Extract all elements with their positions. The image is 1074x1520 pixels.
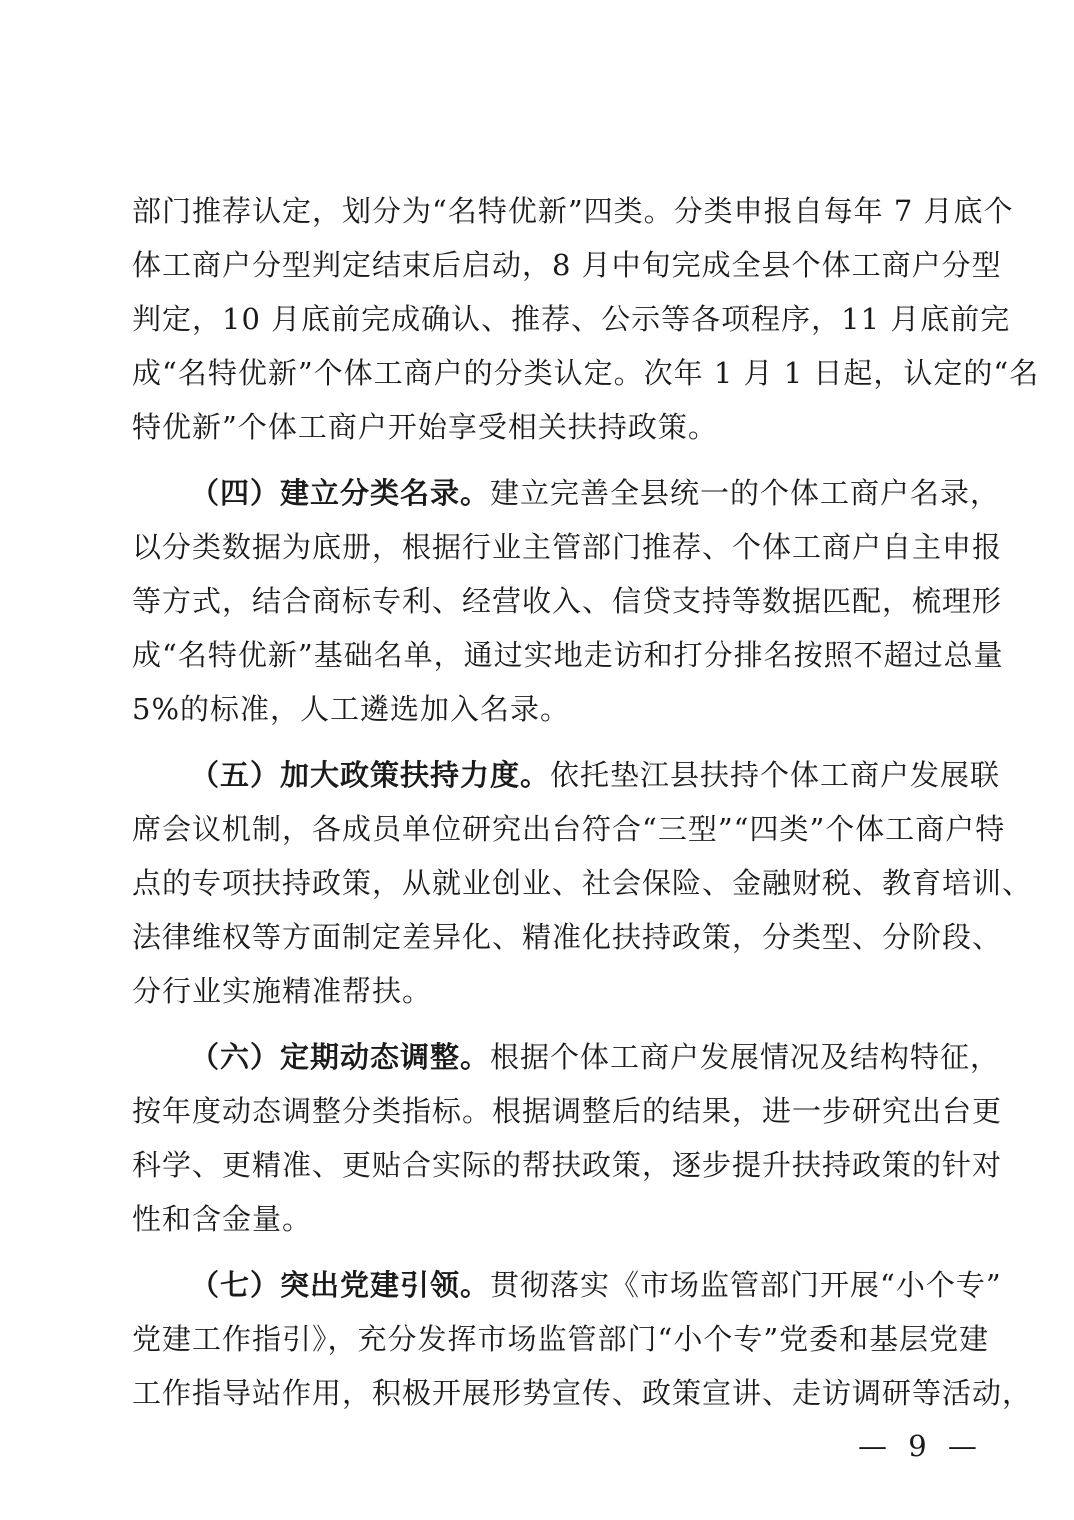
text-line: [132, 748, 1001, 802]
text-line: 以分类数据为底册，根据行业主管部门推荐、个体工商户自主申报: [132, 530, 1003, 564]
text-line: 等方式，结合商标专利、经营收入、信贷支持等数据匹配，梳理形: [132, 584, 1003, 618]
section-heading: （七）突出党建引领。: [190, 1268, 491, 1302]
text-line: 党建工作指引》，充分发挥市场监管部门“小个专”党委和基层党建: [132, 1322, 990, 1356]
text-line: 点的专项扶持政策，从就业创业、社会保险、金融财税、教育培训、: [132, 866, 1033, 900]
text-line: 成“名特优新”基础名单，通过实地走访和打分排名按照不超过总量: [132, 638, 1004, 672]
section-heading: （五）加大政策扶持力度。: [190, 758, 551, 792]
text-span: 依托垫江县扶持个体工商户发展联: [550, 758, 1001, 792]
text-span: 贯彻落实《市场监管部门开展“小个专”: [490, 1268, 1002, 1302]
body-text: [132, 184, 1040, 1420]
text-span: 根据个体工商户发展情况及结构特征，: [490, 1040, 1001, 1074]
text-line: 特优新”个体工商户开始享受相关扶持政策。: [132, 410, 718, 444]
page-number: — 9 —: [858, 1429, 983, 1463]
section-heading: （四）建立分类名录。: [190, 476, 491, 510]
text-line: 分行业实施精准帮扶。: [132, 974, 433, 1008]
section-heading: （六）定期动态调整。: [190, 1040, 491, 1074]
text-line: [132, 1030, 1001, 1084]
text-line: [132, 1258, 1002, 1312]
text-line: 体工商户分型判定结束后启动，8 月中旬完成全县个体工商户分型: [132, 248, 1002, 282]
text-line: 法律维权等方面制定差异化、精准化扶持政策，分类型、分阶段、: [132, 920, 1003, 954]
text-line: 性和含金量。: [132, 1202, 313, 1236]
text-line: [132, 466, 1001, 520]
text-line: 5%的标准，人工遴选加入名录。: [132, 692, 571, 726]
text-line: 部门推荐认定，划分为“名特优新”四类。分类申报自每年 7 月底个: [132, 194, 1014, 228]
text-line: 席会议机制，各成员单位研究出台符合“三型”“四类”个体工商户特: [132, 812, 1006, 846]
text-line: 判定，10 月底前完成确认、推荐、公示等各项程序，11 月底前完: [132, 302, 1011, 336]
text-line: 成“名特优新”个体工商户的分类认定。次年 1 月 1 日起，认定的“名: [132, 356, 1040, 390]
text-line: 工作指导站作用，积极开展形势宣传、政策宣讲、走访调研等活动，: [132, 1376, 1033, 1410]
text-line: 按年度动态调整分类指标。根据调整后的结果，进一步研究出台更: [132, 1094, 1003, 1128]
text-line: 科学、更精准、更贴合实际的帮扶政策，逐步提升扶持政策的针对: [132, 1148, 1003, 1182]
text-span: 建立完善全县统一的个体工商户名录，: [490, 476, 1001, 510]
